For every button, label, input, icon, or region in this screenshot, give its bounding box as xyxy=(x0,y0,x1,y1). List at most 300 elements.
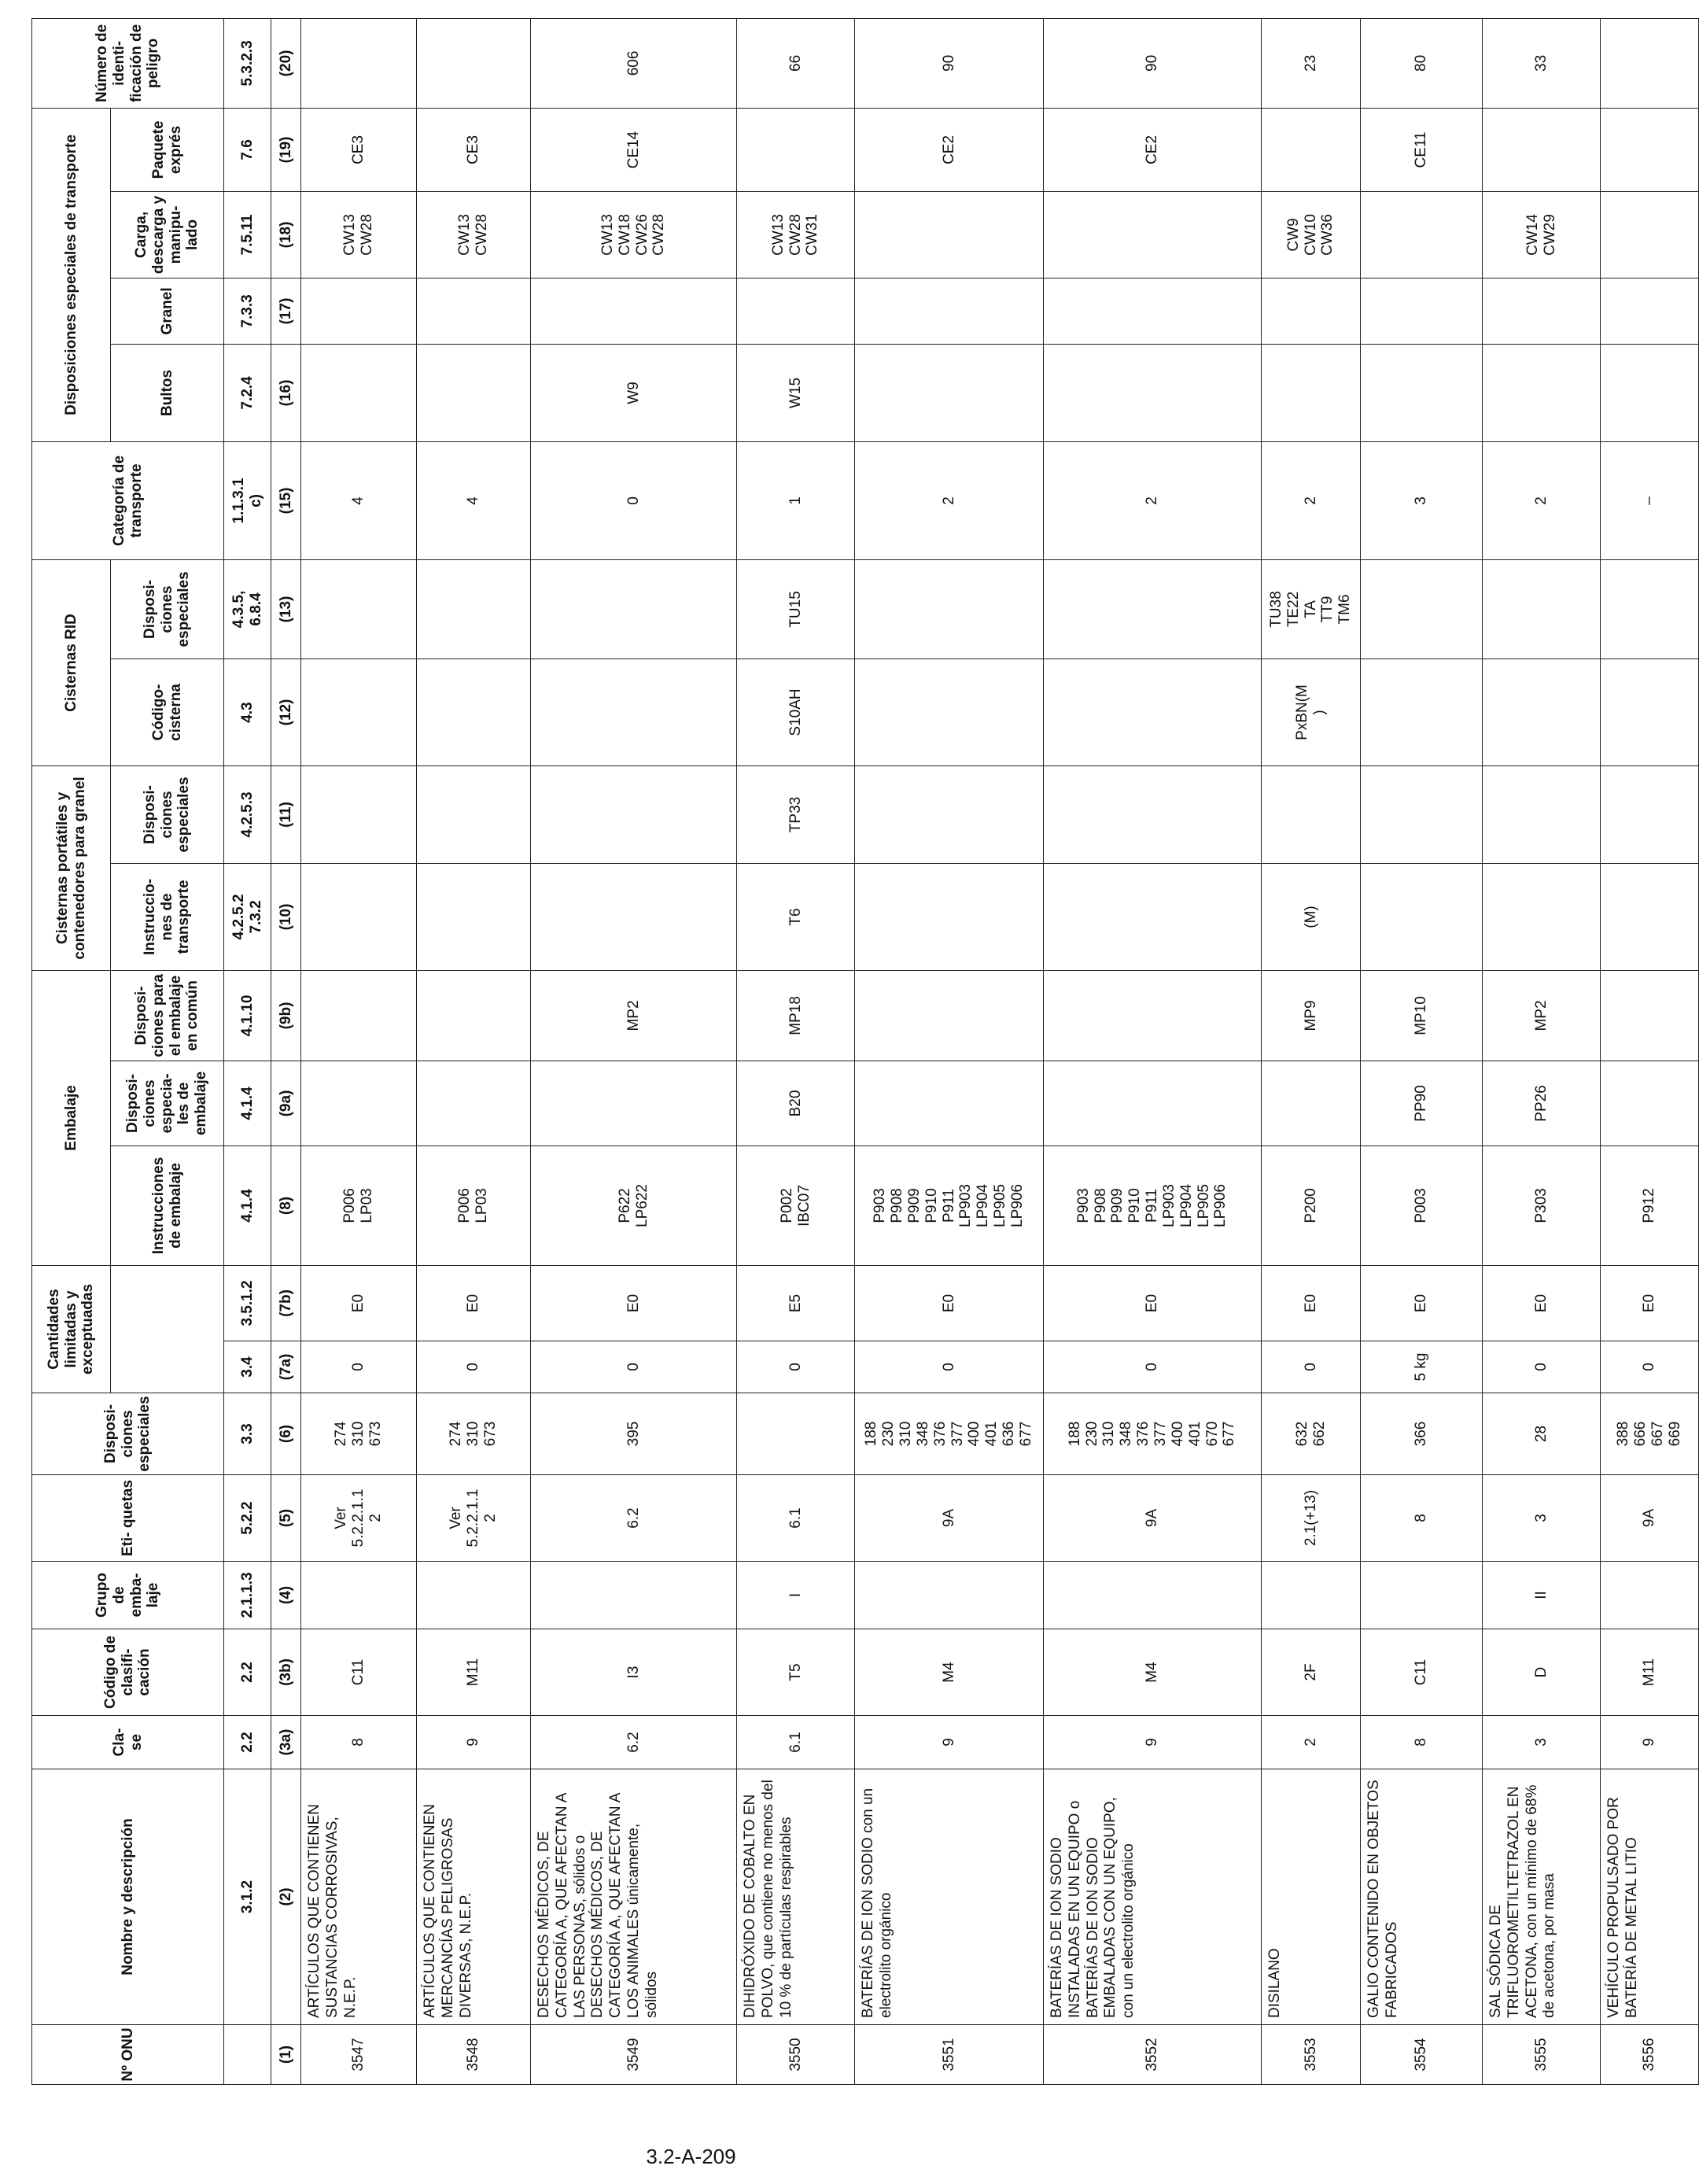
table-cell: 90 xyxy=(855,18,1044,108)
table-cell: Ver 5.2.2.1.1 2 xyxy=(301,1475,417,1562)
reference-cell: 7.3.3 xyxy=(224,278,271,344)
table-cell xyxy=(1483,559,1601,659)
table-cell: E0 xyxy=(1483,1265,1601,1341)
table-cell: M4 xyxy=(1044,1629,1262,1716)
table-cell: 0 xyxy=(531,441,737,559)
column-number-cell: (18) xyxy=(271,191,301,278)
table-cell: (M) xyxy=(1262,863,1361,970)
table-cell: PxBN(M ) xyxy=(1262,659,1361,766)
column-number-cell: (12) xyxy=(271,659,301,766)
reference-cell: 4.3.5, 6.8.4 xyxy=(224,559,271,659)
name-description-cell: DESECHOS MÉDICOS, DE CATEGORÍA A, QUE AFECTAN A LAS PERSONAS, sólidos o DESECHOS MÉDICOS, DE CATEGORÍA A, QUE AFECTAN A LOS ANIMALES únicamente, sólidos xyxy=(531,1769,737,2025)
header-grupo: Grupo de emba- laje xyxy=(32,1562,224,1629)
table-cell: E0 xyxy=(417,1265,531,1341)
table-cell xyxy=(1044,766,1262,863)
table-cell xyxy=(737,1393,855,1475)
table-cell: MP9 xyxy=(1262,970,1361,1061)
table-cell xyxy=(301,659,417,766)
table-cell xyxy=(1601,863,1699,970)
name-description-cell: ARTÍCULOS QUE CONTIENEN MERCANCÍAS PELIGROSAS DIVERSAS, N.E.P. xyxy=(417,1769,531,2025)
table-cell: P200 xyxy=(1262,1145,1361,1265)
table-cell xyxy=(1361,766,1483,863)
table-cell: C11 xyxy=(1361,1629,1483,1716)
table-cell: I3 xyxy=(531,1629,737,1716)
table-cell: 1 xyxy=(737,441,855,559)
un-number-cell: 3550 xyxy=(737,2025,855,2085)
table-cell: 9 xyxy=(1044,1716,1262,1769)
un-number-cell: 3553 xyxy=(1262,2025,1361,2085)
name-description-cell: DIHIDRÓXIDO DE COBALTO EN POLVO, que contiene no menos del 10 % de partículas respirables xyxy=(737,1769,855,2025)
table-cell xyxy=(1601,191,1699,278)
table-cell: S10AH xyxy=(737,659,855,766)
table-cell: P006 LP03 xyxy=(417,1145,531,1265)
table-cell: CW9 CW10 CW36 xyxy=(1262,191,1361,278)
table-cell: MP10 xyxy=(1361,970,1483,1061)
table-cell: 4 xyxy=(301,441,417,559)
table-cell xyxy=(301,1562,417,1629)
table-cell: 9A xyxy=(1044,1475,1262,1562)
table-cell: E0 xyxy=(1361,1265,1483,1341)
header-onu: Nº ONU xyxy=(32,2025,224,2085)
table-cell xyxy=(1601,1061,1699,1145)
table-cell xyxy=(417,1562,531,1629)
table-cell: B20 xyxy=(737,1061,855,1145)
table-cell xyxy=(417,559,531,659)
name-description-cell: GALIO CONTENIDO EN OBJETOS FABRICADOS xyxy=(1361,1769,1483,2025)
table-cell xyxy=(1044,191,1262,278)
table-cell: 188 230 310 348 376 377 400 401 670 677 xyxy=(1044,1393,1262,1475)
table-cell xyxy=(855,1562,1044,1629)
column-number-cell: (9a) xyxy=(271,1061,301,1145)
table-cell xyxy=(1044,1562,1262,1629)
table-cell: P303 xyxy=(1483,1145,1601,1265)
table-cell xyxy=(1483,659,1601,766)
table-cell: 90 xyxy=(1044,18,1262,108)
table-cell xyxy=(1483,278,1601,344)
table-cell xyxy=(531,1562,737,1629)
table-cell xyxy=(417,278,531,344)
table-cell: M11 xyxy=(1601,1629,1699,1716)
table-cell: 395 xyxy=(531,1393,737,1475)
table-cell xyxy=(301,970,417,1061)
table-cell: 366 xyxy=(1361,1393,1483,1475)
table-cell: T5 xyxy=(737,1629,855,1716)
table-cell: MP2 xyxy=(1483,970,1601,1061)
table-cell xyxy=(1262,278,1361,344)
table-cell: P912 xyxy=(1601,1145,1699,1265)
table-cell xyxy=(301,1061,417,1145)
un-number-cell: 3556 xyxy=(1601,2025,1699,2085)
table-cell xyxy=(301,863,417,970)
table-cell xyxy=(531,766,737,863)
reference-cell: 3.4 xyxy=(224,1341,271,1393)
column-number-cell: (3a) xyxy=(271,1716,301,1769)
name-description-cell: BATERÍAS DE ION SODIO INSTALADAS EN UN EQUIPO o BATERÍAS DE ION SODIO EMBALADAS CON UN EQUIPO, con un electrolito orgánico xyxy=(1044,1769,1262,2025)
table-cell xyxy=(417,1061,531,1145)
table-cell xyxy=(1601,970,1699,1061)
table-cell: 3 xyxy=(1361,441,1483,559)
name-description-cell: VEHÍCULO PROPULSADO POR BATERÍA DE METAL LITIO xyxy=(1601,1769,1699,2025)
reference-cell: 3.3 xyxy=(224,1393,271,1475)
table-cell: M11 xyxy=(417,1629,531,1716)
table-cell xyxy=(1044,344,1262,441)
table-cell: 9A xyxy=(855,1475,1044,1562)
table-cell: E0 xyxy=(855,1265,1044,1341)
table-cell: C11 xyxy=(301,1629,417,1716)
header-disp-esp-emb: Disposi- ciones especia- les de embalaje xyxy=(111,1061,224,1145)
table-cell: D xyxy=(1483,1629,1601,1716)
header-etiquetas: Eti- quetas xyxy=(32,1475,224,1562)
table-cell: E0 xyxy=(301,1265,417,1341)
reference-cell: 7.6 xyxy=(224,108,271,191)
reference-cell: 4.1.4 xyxy=(224,1061,271,1145)
header-disp-comun: Disposi- ciones para el embalaje en común xyxy=(111,970,224,1061)
table-cell: 0 xyxy=(1262,1341,1361,1393)
table-cell: Ver 5.2.2.1.1 2 xyxy=(417,1475,531,1562)
column-number-cell: (7b) xyxy=(271,1265,301,1341)
table-cell: CE2 xyxy=(1044,108,1262,191)
header-numero: Número de identi- ficación de peligro xyxy=(32,18,224,108)
table-cell: E0 xyxy=(531,1265,737,1341)
reference-cell: 2.2 xyxy=(224,1629,271,1716)
un-number-cell: 3548 xyxy=(417,2025,531,2085)
name-description-cell: DISILANO xyxy=(1262,1769,1361,2025)
column-number-cell: (13) xyxy=(271,559,301,659)
table-cell: P903 P908 P909 P910 P911 LP903 LP904 LP905 LP906 xyxy=(855,1145,1044,1265)
reference-cell: 4.2.5.3 xyxy=(224,766,271,863)
table-cell: 33 xyxy=(1483,18,1601,108)
table-cell: 66 xyxy=(737,18,855,108)
header-instr-emb: Instrucciones de embalaje xyxy=(111,1145,224,1265)
table-cell: TU15 xyxy=(737,559,855,659)
un-number-cell: 3551 xyxy=(855,2025,1044,2085)
table-cell xyxy=(301,766,417,863)
table-cell xyxy=(1483,108,1601,191)
rotated-table-container xyxy=(31,19,1683,2085)
table-cell xyxy=(1361,278,1483,344)
table-cell xyxy=(1361,659,1483,766)
header-disp-esp: Disposi- ciones especiales xyxy=(32,1393,224,1475)
column-number-cell: (3b) xyxy=(271,1629,301,1716)
table-cell: 28 xyxy=(1483,1393,1601,1475)
table-cell: 0 xyxy=(301,1341,417,1393)
table-cell: CE2 xyxy=(855,108,1044,191)
header-bultos: Bultos xyxy=(111,344,224,441)
table-cell: 2 xyxy=(1262,1716,1361,1769)
column-number-cell: (15) xyxy=(271,441,301,559)
reference-cell: 1.1.3.1 c) xyxy=(224,441,271,559)
table-cell xyxy=(531,278,737,344)
table-row xyxy=(1262,18,1361,2084)
table-cell xyxy=(1361,344,1483,441)
table-cell: 274 310 673 xyxy=(301,1393,417,1475)
table-cell xyxy=(301,344,417,441)
table-cell: CW13 CW28 xyxy=(301,191,417,278)
table-cell: 9 xyxy=(417,1716,531,1769)
table-cell xyxy=(737,278,855,344)
table-cell: 8 xyxy=(301,1716,417,1769)
table-cell xyxy=(417,970,531,1061)
table-cell xyxy=(1483,766,1601,863)
column-number-cell: (10) xyxy=(271,863,301,970)
table-cell xyxy=(1601,108,1699,191)
name-description-cell: SAL SÓDICA DE TRIFLUOROMETILTETRAZOL EN ACETONA, con un mínimo de 68% de acetona, por masa xyxy=(1483,1769,1601,2025)
reference-cell: 5.2.2 xyxy=(224,1475,271,1562)
header-instr-transp: Instruccio- nes de transporte xyxy=(111,863,224,970)
column-number-cell: (1) xyxy=(271,2025,301,2085)
header-cist-port: Cisternas portátiles y contenedores para granel xyxy=(32,766,111,970)
table-cell: PP90 xyxy=(1361,1061,1483,1145)
reference-cell: 5.3.2.3 xyxy=(224,18,271,108)
table-cell xyxy=(1044,559,1262,659)
reference-cell xyxy=(224,2025,271,2085)
header-cist-rid: Cisternas RID xyxy=(32,559,111,766)
reference-cell: 2.2 xyxy=(224,1716,271,1769)
header-disp-esp-cp: Disposi- ciones especiales xyxy=(111,766,224,863)
table-cell: E0 xyxy=(1601,1265,1699,1341)
table-cell: CW14 CW29 xyxy=(1483,191,1601,278)
table-cell: 0 xyxy=(1044,1341,1262,1393)
table-cell xyxy=(301,278,417,344)
table-cell xyxy=(855,344,1044,441)
table-cell xyxy=(531,659,737,766)
un-number-cell: 3554 xyxy=(1361,2025,1483,2085)
table-cell xyxy=(417,863,531,970)
table-cell xyxy=(1044,1061,1262,1145)
table-cell: 4 xyxy=(417,441,531,559)
table-cell xyxy=(1044,278,1262,344)
column-number-cell: (19) xyxy=(271,108,301,191)
name-description-cell: ARTÍCULOS QUE CONTIENEN SUSTANCIAS CORROSIVAS, N.E.P. xyxy=(301,1769,417,2025)
table-cell: II xyxy=(1483,1562,1601,1629)
table-cell: 6.1 xyxy=(737,1475,855,1562)
table-cell xyxy=(1361,863,1483,970)
header-cantidades-sub xyxy=(111,1265,224,1393)
table-cell: 0 xyxy=(737,1341,855,1393)
un-number-cell: 3547 xyxy=(301,2025,417,2085)
table-cell: 2 xyxy=(1044,441,1262,559)
table-cell: 0 xyxy=(1483,1341,1601,1393)
table-cell xyxy=(1262,1061,1361,1145)
table-cell: P622 LP622 xyxy=(531,1145,737,1265)
table-cell xyxy=(1601,766,1699,863)
table-cell xyxy=(855,766,1044,863)
table-cell xyxy=(417,659,531,766)
table-cell: I xyxy=(737,1562,855,1629)
table-cell: TU38 TE22 TA TT9 TM6 xyxy=(1262,559,1361,659)
column-number-cell: (17) xyxy=(271,278,301,344)
table-cell: 3 xyxy=(1483,1475,1601,1562)
header-codigo: Código de clasifi- cación xyxy=(32,1629,224,1716)
header-codigo-cist: Código- cisterna xyxy=(111,659,224,766)
table-cell xyxy=(531,559,737,659)
table-cell: 0 xyxy=(855,1341,1044,1393)
table-cell xyxy=(1044,863,1262,970)
table-cell: 2 xyxy=(855,441,1044,559)
table-cell xyxy=(301,559,417,659)
table-cell xyxy=(1361,191,1483,278)
table-cell xyxy=(1262,108,1361,191)
table-cell: 0 xyxy=(1601,1341,1699,1393)
table-row xyxy=(737,18,855,2084)
reference-cell: 3.5.1.2 xyxy=(224,1265,271,1341)
reference-cell: 7.2.4 xyxy=(224,344,271,441)
column-number-cell: (9b) xyxy=(271,970,301,1061)
table-cell xyxy=(1262,344,1361,441)
table-cell: 8 xyxy=(1361,1716,1483,1769)
table-cell xyxy=(1262,1562,1361,1629)
table-cell xyxy=(417,344,531,441)
table-cell xyxy=(855,191,1044,278)
table-cell xyxy=(855,559,1044,659)
table-cell: CW13 CW18 CW26 CW28 xyxy=(531,191,737,278)
column-number-cell: (6) xyxy=(271,1393,301,1475)
table-row xyxy=(1601,18,1699,2084)
table-cell: 8 xyxy=(1361,1475,1483,1562)
table-cell xyxy=(1044,659,1262,766)
column-number-cell: (2) xyxy=(271,1769,301,2025)
header-embalaje: Embalaje xyxy=(32,970,111,1265)
table-row xyxy=(855,18,1044,2084)
table-cell: – xyxy=(1601,441,1699,559)
table-cell: CE14 xyxy=(531,108,737,191)
table-cell xyxy=(531,1061,737,1145)
table-cell: 6.2 xyxy=(531,1475,737,1562)
table-row xyxy=(417,18,531,2084)
table-cell: 2 xyxy=(1262,441,1361,559)
column-number-row xyxy=(271,18,301,2084)
reference-cell: 7.5.11 xyxy=(224,191,271,278)
table-cell: E0 xyxy=(1262,1265,1361,1341)
table-cell xyxy=(1361,559,1483,659)
header-carga: Carga, descarga y manipu- lado xyxy=(111,191,224,278)
table-cell: 9 xyxy=(1601,1716,1699,1769)
header-clase: Cla- se xyxy=(32,1716,224,1769)
table-row xyxy=(301,18,417,2084)
header-granel: Granel xyxy=(111,278,224,344)
table-cell: E5 xyxy=(737,1265,855,1341)
table-cell: CE11 xyxy=(1361,108,1483,191)
table-cell xyxy=(1601,659,1699,766)
un-number-cell: 3549 xyxy=(531,2025,737,2085)
header-categoria: Categoría de transporte xyxy=(32,441,224,559)
table-cell: CE3 xyxy=(417,108,531,191)
table-cell: 6.1 xyxy=(737,1716,855,1769)
table-cell xyxy=(855,1061,1044,1145)
table-cell xyxy=(1361,1562,1483,1629)
table-cell: T6 xyxy=(737,863,855,970)
table-cell: 606 xyxy=(531,18,737,108)
table-row xyxy=(1044,18,1262,2084)
table-cell xyxy=(737,108,855,191)
table-cell xyxy=(855,278,1044,344)
header-cantidades: Cantidades limitadas y exceptuadas xyxy=(32,1265,111,1393)
table-cell: 0 xyxy=(417,1341,531,1393)
table-cell: TP33 xyxy=(737,766,855,863)
table-row xyxy=(1483,18,1601,2084)
reference-cell: 3.1.2 xyxy=(224,1769,271,2025)
table-cell: CW13 CW28 xyxy=(417,191,531,278)
table-cell xyxy=(301,18,417,108)
table-row xyxy=(1361,18,1483,2084)
column-number-cell: (16) xyxy=(271,344,301,441)
header-disp-transp: Disposiciones especiales de transporte xyxy=(32,108,111,441)
column-number-cell: (7a) xyxy=(271,1341,301,1393)
table-cell: 632 662 xyxy=(1262,1393,1361,1475)
table-cell xyxy=(1601,278,1699,344)
table-cell: P903 P908 P909 P910 P911 LP903 LP904 LP905 LP906 xyxy=(1044,1145,1262,1265)
table-cell xyxy=(417,18,531,108)
table-cell xyxy=(1601,559,1699,659)
table-cell xyxy=(1601,1562,1699,1629)
column-number-cell: (20) xyxy=(271,18,301,108)
un-number-cell: 3552 xyxy=(1044,2025,1262,2085)
column-number-cell: (5) xyxy=(271,1475,301,1562)
table-cell: E0 xyxy=(1044,1265,1262,1341)
table-cell: 274 310 673 xyxy=(417,1393,531,1475)
table-cell xyxy=(1601,344,1699,441)
table-cell: P003 xyxy=(1361,1145,1483,1265)
table-cell: CW13 CW28 CW31 xyxy=(737,191,855,278)
reference-cell: 4.2.5.2 7.3.2 xyxy=(224,863,271,970)
table-cell: MP2 xyxy=(531,970,737,1061)
table-cell: 23 xyxy=(1262,18,1361,108)
table-cell xyxy=(855,659,1044,766)
table-cell xyxy=(1483,344,1601,441)
table-cell: 6.2 xyxy=(531,1716,737,1769)
page-number: 3.2-A-209 xyxy=(646,2145,736,2168)
reference-cell: 4.1.10 xyxy=(224,970,271,1061)
table-cell: 9 xyxy=(855,1716,1044,1769)
reference-cell: 2.1.1.3 xyxy=(224,1562,271,1629)
table-cell xyxy=(855,863,1044,970)
table-cell: MP18 xyxy=(737,970,855,1061)
header-paquete: Paquete exprés xyxy=(111,108,224,191)
table-cell: P002 IBC07 xyxy=(737,1145,855,1265)
column-number-cell: (11) xyxy=(271,766,301,863)
table-cell xyxy=(1483,863,1601,970)
table-cell: CE3 xyxy=(301,108,417,191)
un-number-cell: 3555 xyxy=(1483,2025,1601,2085)
table-cell: 3 xyxy=(1483,1716,1601,1769)
table-cell: 0 xyxy=(531,1341,737,1393)
table-cell: M4 xyxy=(855,1629,1044,1716)
table-cell xyxy=(1601,18,1699,108)
table-cell: 388 666 667 669 xyxy=(1601,1393,1699,1475)
table-cell: 2 xyxy=(1483,441,1601,559)
table-cell: W15 xyxy=(737,344,855,441)
name-description-cell: BATERÍAS DE ION SODIO con un electrolito orgánico xyxy=(855,1769,1044,2025)
column-number-cell: (8) xyxy=(271,1145,301,1265)
table-cell: P006 LP03 xyxy=(301,1145,417,1265)
table-cell xyxy=(855,970,1044,1061)
header-name: Nombre y descripción xyxy=(32,1769,224,2025)
column-number-cell: (4) xyxy=(271,1562,301,1629)
table-cell xyxy=(417,766,531,863)
table-cell xyxy=(1262,766,1361,863)
header-disp-esp-rid: Disposi- ciones especiales xyxy=(111,559,224,659)
table-cell xyxy=(1044,970,1262,1061)
table-cell: 2F xyxy=(1262,1629,1361,1716)
table-cell: 80 xyxy=(1361,18,1483,108)
table-cell: 2.1(+13) xyxy=(1262,1475,1361,1562)
reference-cell: 4.1.4 xyxy=(224,1145,271,1265)
table-cell: 188 230 310 348 376 377 400 401 636 677 xyxy=(855,1393,1044,1475)
table-cell: PP26 xyxy=(1483,1061,1601,1145)
dangerous-goods-table xyxy=(31,18,1699,2085)
table-cell: 9A xyxy=(1601,1475,1699,1562)
reference-cell: 4.3 xyxy=(224,659,271,766)
